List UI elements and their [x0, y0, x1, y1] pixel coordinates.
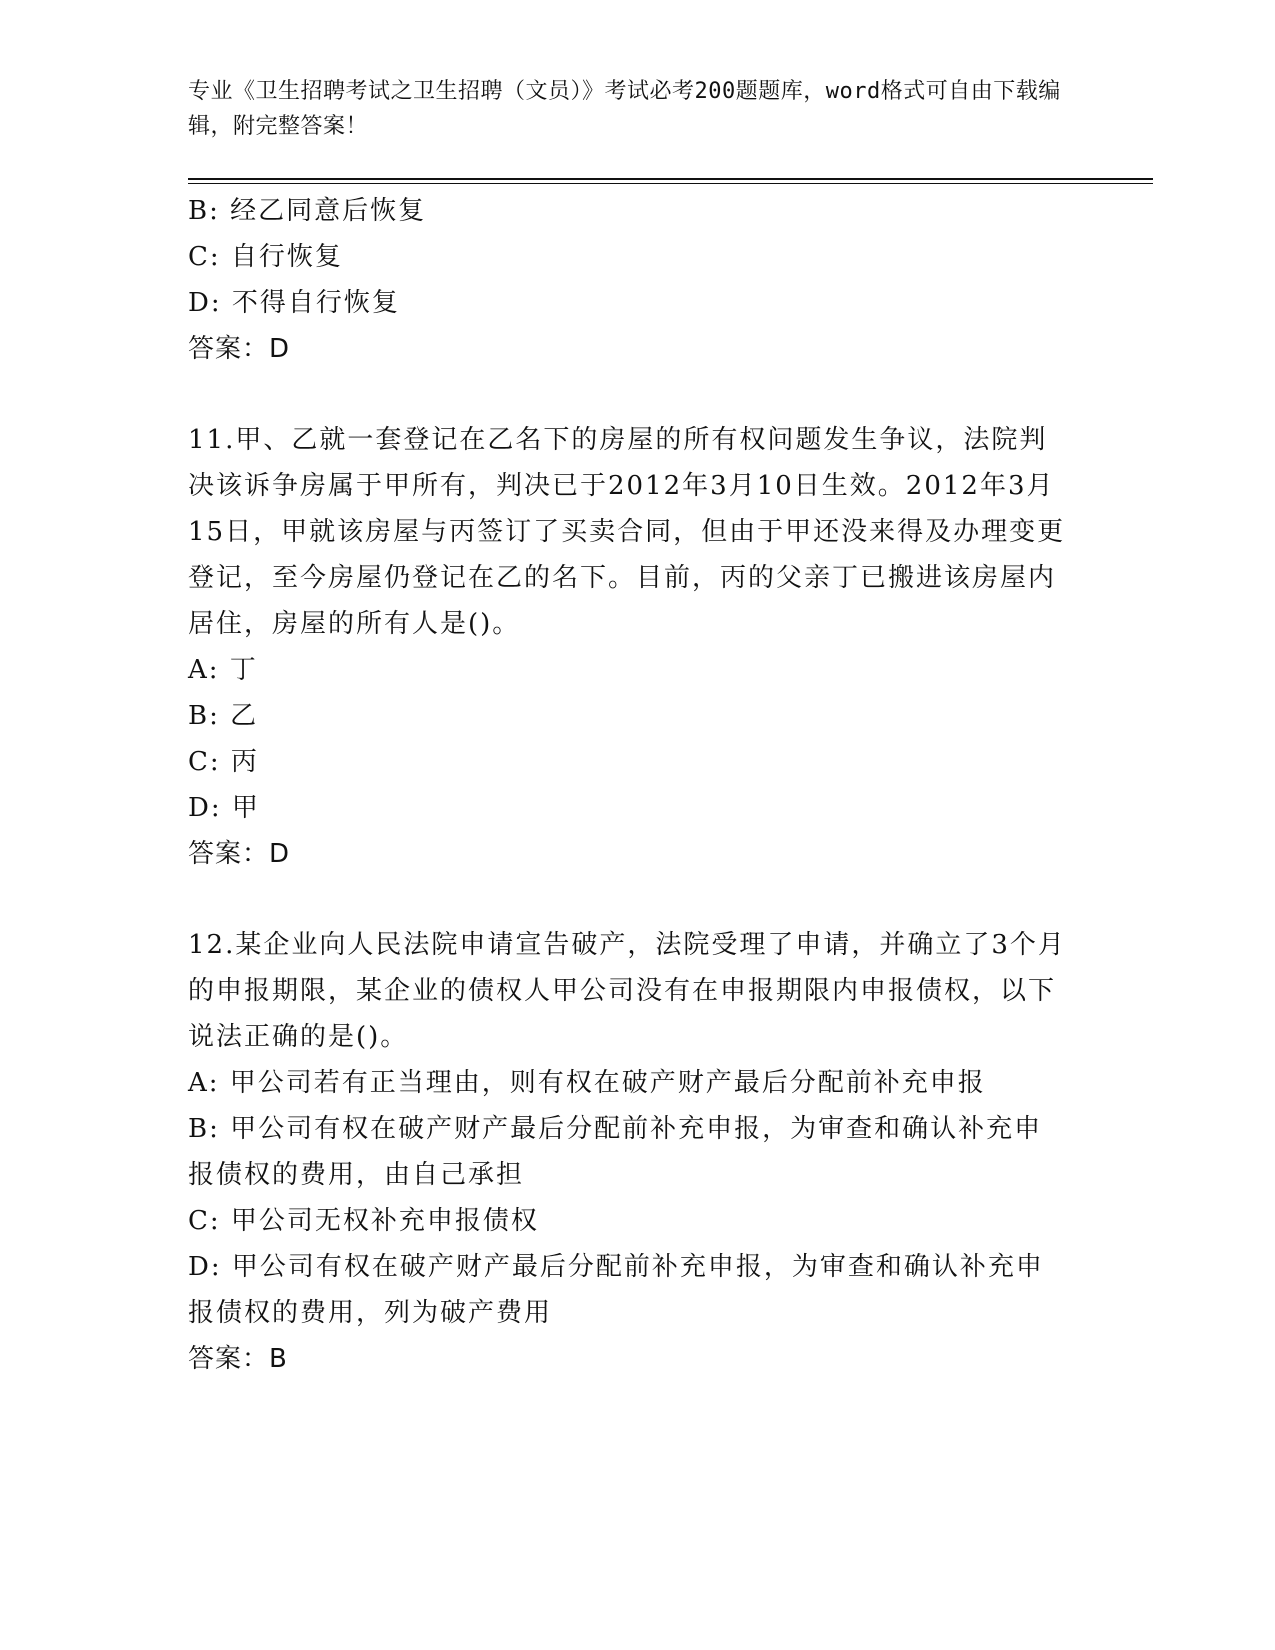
option-c: C: 自行恢复 [188, 242, 343, 272]
spacer [188, 372, 1068, 417]
option-d: D: 甲公司有权在破产财产最后分配前补充申报，为审查和确认补充申报债权的费用，列为破产费用 [188, 1252, 1044, 1328]
document-header: 专业《卫生招聘考试之卫生招聘（文员）》考试必考200题题库，word格式可自由下载编辑，附完整答案！ [188, 79, 1061, 139]
answer-line: 答案：B [188, 1344, 288, 1374]
question-stem: 11.甲、乙就一套登记在乙名下的房屋的所有权问题发生争议，法院判决该诉争房属于甲所有，判决已于2012年3月10日生效。2012年3月15日，甲就该房屋与丙签订了买卖合同，但由于甲还没来得及办理变更登记，至今房屋仍登记在乙的名下。目前，丙的父亲丁已搬进该房屋内居住，房屋的所有人是()。 [188, 425, 1066, 639]
question-stem: 12.某企业向人民法院申请宣告破产，法院受理了申请，并确立了3个月的申报期限，某企业的债权人甲公司没有在申报期限内申报债权，以下说法正确的是()。 [188, 930, 1066, 1052]
answer-line: 答案：D [188, 839, 291, 869]
option-c: C: 甲公司无权补充申报债权 [188, 1206, 539, 1236]
previous-question-tail [188, 188, 1068, 372]
header-rule-thick [188, 178, 1153, 180]
option-a: A: 丁 [188, 655, 258, 685]
document-body [188, 188, 1068, 1382]
option-d: D: 甲 [188, 793, 260, 823]
answer-line: 答案：D [188, 334, 291, 364]
option-a: A: 甲公司若有正当理由，则有权在破产财产最后分配前补充申报 [188, 1068, 986, 1098]
question-11 [188, 417, 1068, 877]
option-c: C: 丙 [188, 747, 259, 777]
question-12 [188, 922, 1068, 1382]
spacer [188, 877, 1068, 922]
option-d: D: 不得自行恢复 [188, 288, 400, 318]
header-rule-thin [188, 183, 1153, 184]
option-b: B: 经乙同意后恢复 [188, 196, 427, 226]
option-b: B: 甲公司有权在破产财产最后分配前补充申报，为审查和确认补充申报债权的费用，由自己承担 [188, 1114, 1043, 1190]
option-b: B: 乙 [188, 701, 259, 731]
